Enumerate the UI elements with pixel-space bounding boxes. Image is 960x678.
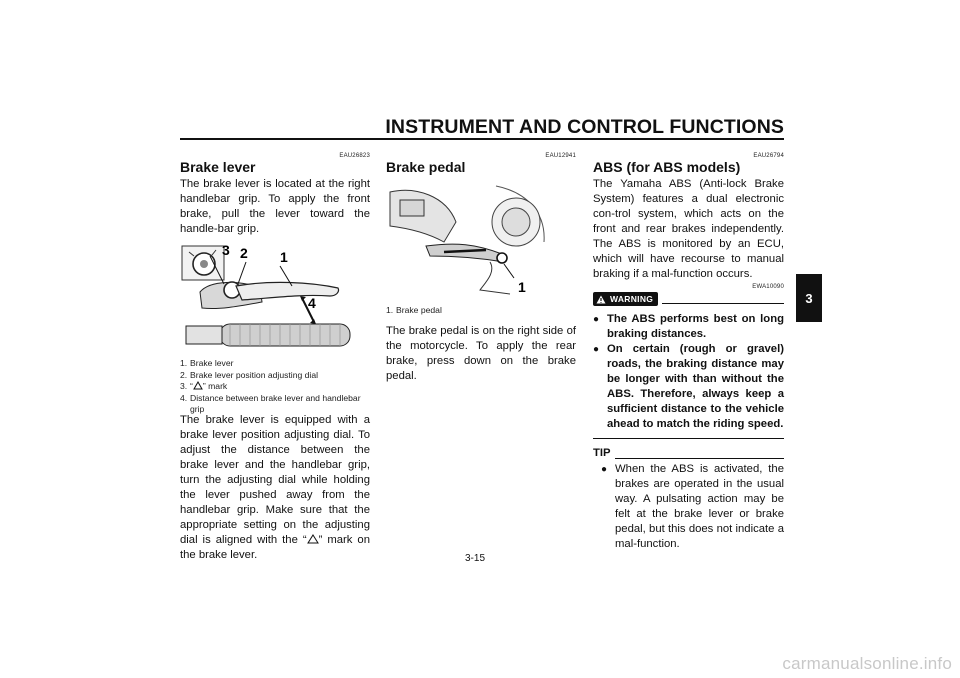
watermark: carmanualsonline.info — [782, 654, 952, 673]
triangle-mark-icon — [193, 381, 203, 390]
figure-callout-3: 3 — [222, 242, 230, 258]
section-intro: The brake lever is located at the right handlebar grip. To apply the front brake, pull the lever toward the handle-bar grip. — [180, 178, 370, 235]
page-number: 3-15 — [465, 553, 486, 564]
brake-lever-illustration — [180, 240, 370, 352]
warning-list — [593, 312, 784, 432]
warning-rule — [662, 303, 784, 304]
section-heading: ABS (for ABS models) — [593, 159, 741, 175]
figure-callout-4: 4 — [308, 295, 316, 311]
triangle-mark-icon — [307, 534, 319, 544]
list-item: ● When the ABS is activated, the brakes are operated in the usual way. A pulsating action may be felt at the brake lever or brake pedal, but this does not indicate a mal-function. — [601, 463, 784, 550]
list-item: ● On certain (rough or gravel) roads, the braking distance may be longer with than without the ABS. Therefore, always keep a sufficient distance to the vehicle ahead to match the riding speed. — [593, 343, 784, 430]
figure-callout-1: 1 — [280, 249, 288, 265]
caption-item: 3. “ ” mark — [180, 381, 228, 391]
chapter-tab: 3 — [796, 274, 822, 322]
section-intro: The Yamaha ABS (Anti-lock Brake System) features a dual electronic con-trol system, which acts on the front and rear brakes independently. The ABS is monitored by an ECU, which will have recourse to manual braking if a mal-function occurs. — [593, 178, 784, 280]
section-code: EAU26823 — [339, 153, 370, 159]
caption-item: 1. Brake lever — [180, 358, 234, 368]
section-heading: Brake pedal — [386, 159, 466, 175]
section-code: EAU26794 — [753, 153, 784, 159]
brake-pedal-illustration — [386, 182, 576, 300]
caption-item: 4. Distance between brake lever and handlebar grip — [180, 392, 361, 414]
header-rule — [180, 138, 784, 140]
caption-item: 1. Brake pedal — [386, 305, 442, 315]
brake-lever-captions — [180, 358, 370, 416]
list-item: ● The ABS performs best on long braking distances. — [593, 313, 784, 340]
figure-callout-1: 1 — [518, 279, 526, 295]
section-brake-lever — [180, 153, 370, 237]
warning-end-rule — [593, 438, 784, 439]
page-header-title: INSTRUMENT AND CONTROL FUNCTIONS — [385, 116, 784, 138]
brake-lever-adjust-paragraph: The brake lever is equipped with a brake lever position adjusting dial. To adjust the distance between the brake lever and the handlebar grip, turn the adjusting dial while holding the lever pushed away from the handlebar grip. Make sure that the appropriate setting on the adjusting dial is aligned with the “ ” mark on the brake lever. — [180, 414, 370, 561]
caption-item: 2. Brake lever position adjusting dial — [180, 369, 319, 380]
warning-code: EWA10090 — [752, 284, 784, 290]
warning-header — [593, 292, 784, 306]
tip-rule — [615, 458, 784, 459]
section-heading: Brake lever — [180, 159, 256, 175]
brake-pedal-captions — [386, 305, 576, 317]
tip-header: TIP — [593, 447, 784, 459]
brake-pedal-paragraph: The brake pedal is on the right side of the motorcycle. To apply the rear brake, press down on the brake pedal. — [386, 325, 576, 382]
warning-badge: WARNING — [593, 292, 658, 306]
tip-list — [593, 462, 784, 552]
section-brake-pedal — [386, 153, 576, 175]
section-abs — [593, 153, 784, 552]
figure-callout-2: 2 — [240, 245, 248, 261]
section-code: EAU12941 — [545, 153, 576, 159]
warning-icon — [596, 295, 606, 304]
brake-pedal-figure — [386, 182, 576, 300]
brake-lever-figure — [180, 240, 370, 352]
